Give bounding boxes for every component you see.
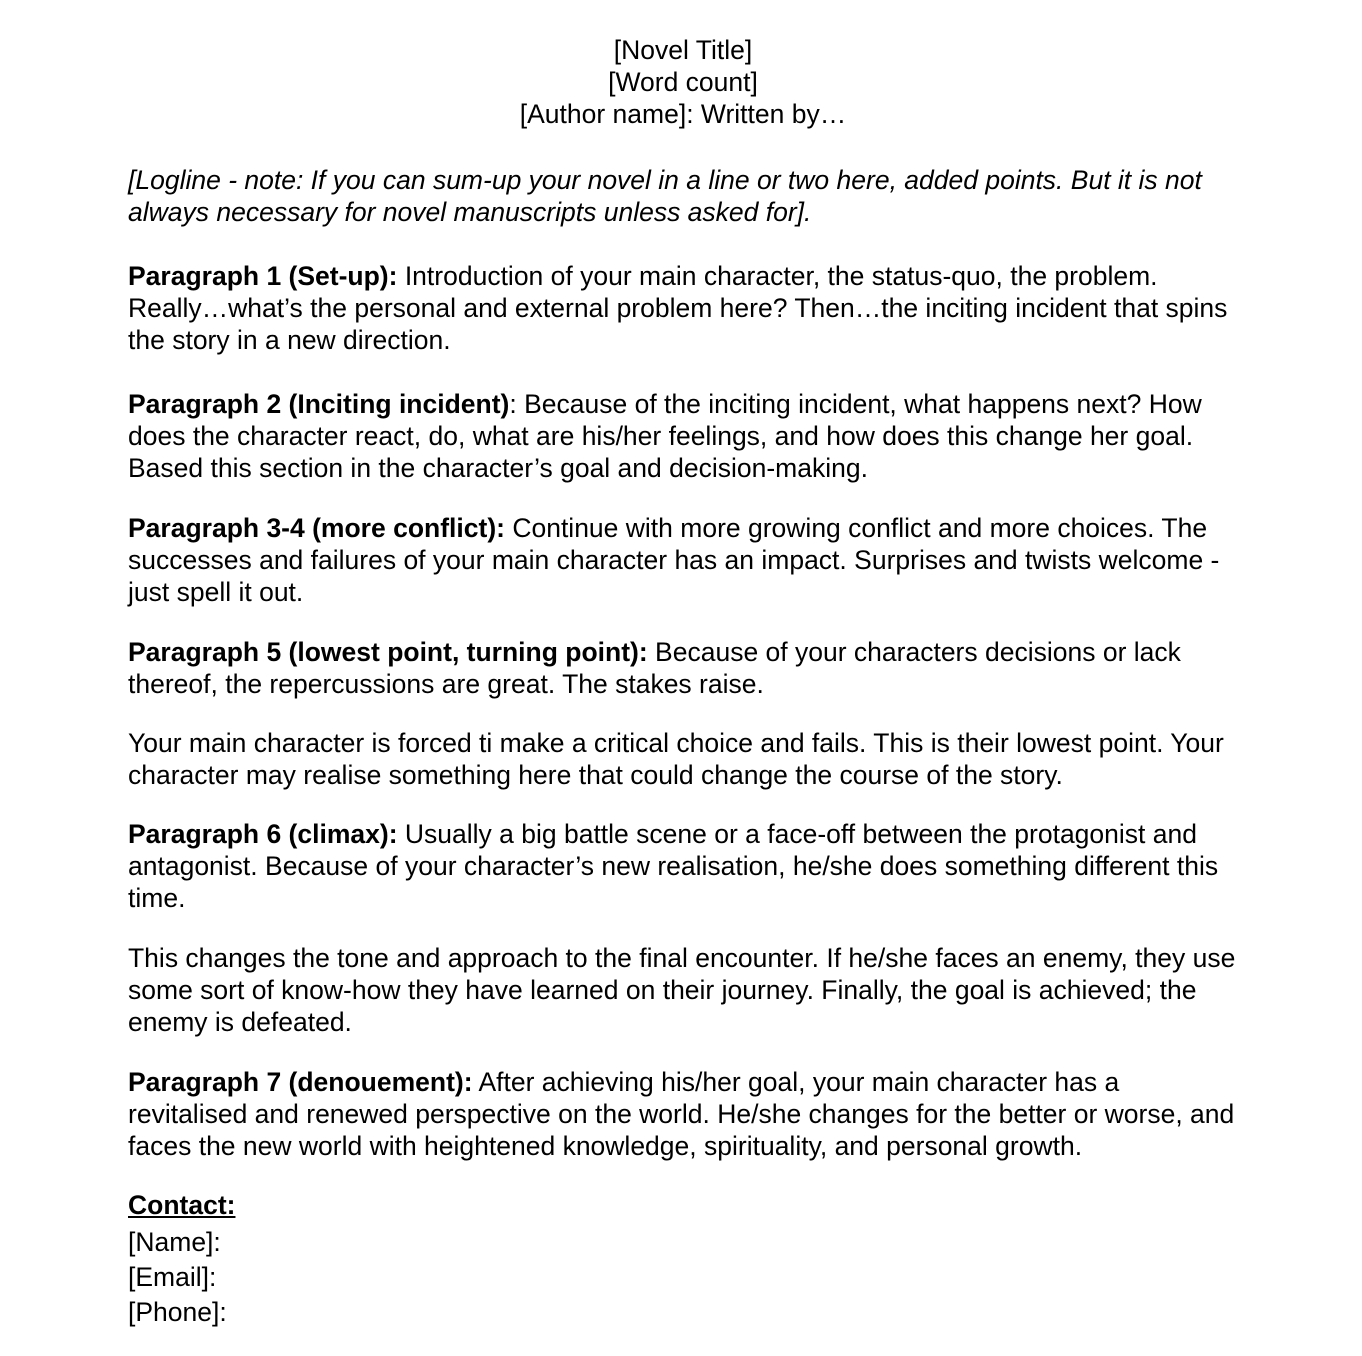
paragraph-2	[128, 388, 1238, 484]
paragraph-6-continued	[128, 942, 1238, 1038]
contact-name: [Name]:	[128, 1227, 221, 1257]
paragraph-7	[128, 1066, 1238, 1162]
paragraph-3-4-text: Continue with more growing conflict and more choices. The successes and failures of your main character has an impact. Surprises and twists welcome - just spell it out.	[128, 513, 1220, 607]
logline: [Logline - note: If you can sum-up your novel in a line or two here, added points. But it is not always necessary for novel manuscripts unless asked for].	[128, 165, 1202, 227]
document-page	[128, 34, 1238, 1330]
paragraph-3-4-label: Paragraph 3-4 (more conflict):	[128, 513, 505, 543]
paragraph-5-text: Because of your characters decisions or lack thereof, the repercussions are great. The stakes raise.	[128, 637, 1181, 699]
paragraph-5	[128, 636, 1238, 700]
paragraph-7-text: After achieving his/her goal, your main character has a revitalised and renewed perspective on the world. He/she changes for the better or worse, and faces the new world with heightened knowledge, spirituality, and personal growth.	[128, 1067, 1235, 1161]
paragraph-6-text: Usually a big battle scene or a face-off between the protagonist and antagonist. Because of your character’s new realisation, he/she does something different this time.	[128, 819, 1219, 913]
paragraph-6-label: Paragraph 6 (climax):	[128, 819, 398, 849]
word-count: [Word count]	[608, 67, 758, 97]
paragraph-6	[128, 818, 1238, 914]
paragraph-7-label: Paragraph 7 (denouement):	[128, 1067, 473, 1097]
contact-email: [Email]:	[128, 1262, 217, 1292]
novel-title: [Novel Title]	[613, 35, 753, 65]
paragraph-6-continued-text: This changes the tone and approach to the final encounter. If he/she faces an enemy, they use some sort of know-how they have learned on their journey. Finally, the goal is achieved; the enemy is defeated.	[128, 943, 1236, 1037]
author-line: [Author name]: Written by…	[519, 99, 847, 129]
paragraph-1-text: Introduction of your main character, the status-quo, the problem. Really…what’s the personal and external problem here? Then…the inciting incident that spins the story in a new direction.	[128, 261, 1228, 355]
document-header	[128, 34, 1238, 130]
contact-phone: [Phone]:	[128, 1297, 227, 1327]
paragraph-1	[128, 260, 1238, 356]
paragraph-2-label: Paragraph 2 (Inciting incident)	[128, 389, 510, 419]
paragraph-5-continued	[128, 727, 1238, 791]
paragraph-5-label: Paragraph 5 (lowest point, turning point):	[128, 637, 648, 667]
paragraph-2-text: : Because of the inciting incident, what happens next? How does the character react, do, what are his/her feelings, and how does this change her goal. Based this section in the character’s goal and decision-making.	[128, 389, 1202, 483]
paragraph-5-continued-text: Your main character is forced ti make a critical choice and fails. This is their lowest point. Your character may realise something here that could change the course of the story.	[128, 728, 1224, 790]
paragraph-1-label: Paragraph 1 (Set-up):	[128, 261, 398, 291]
paragraph-3-4	[128, 512, 1238, 608]
contact-heading: Contact:	[128, 1190, 236, 1220]
